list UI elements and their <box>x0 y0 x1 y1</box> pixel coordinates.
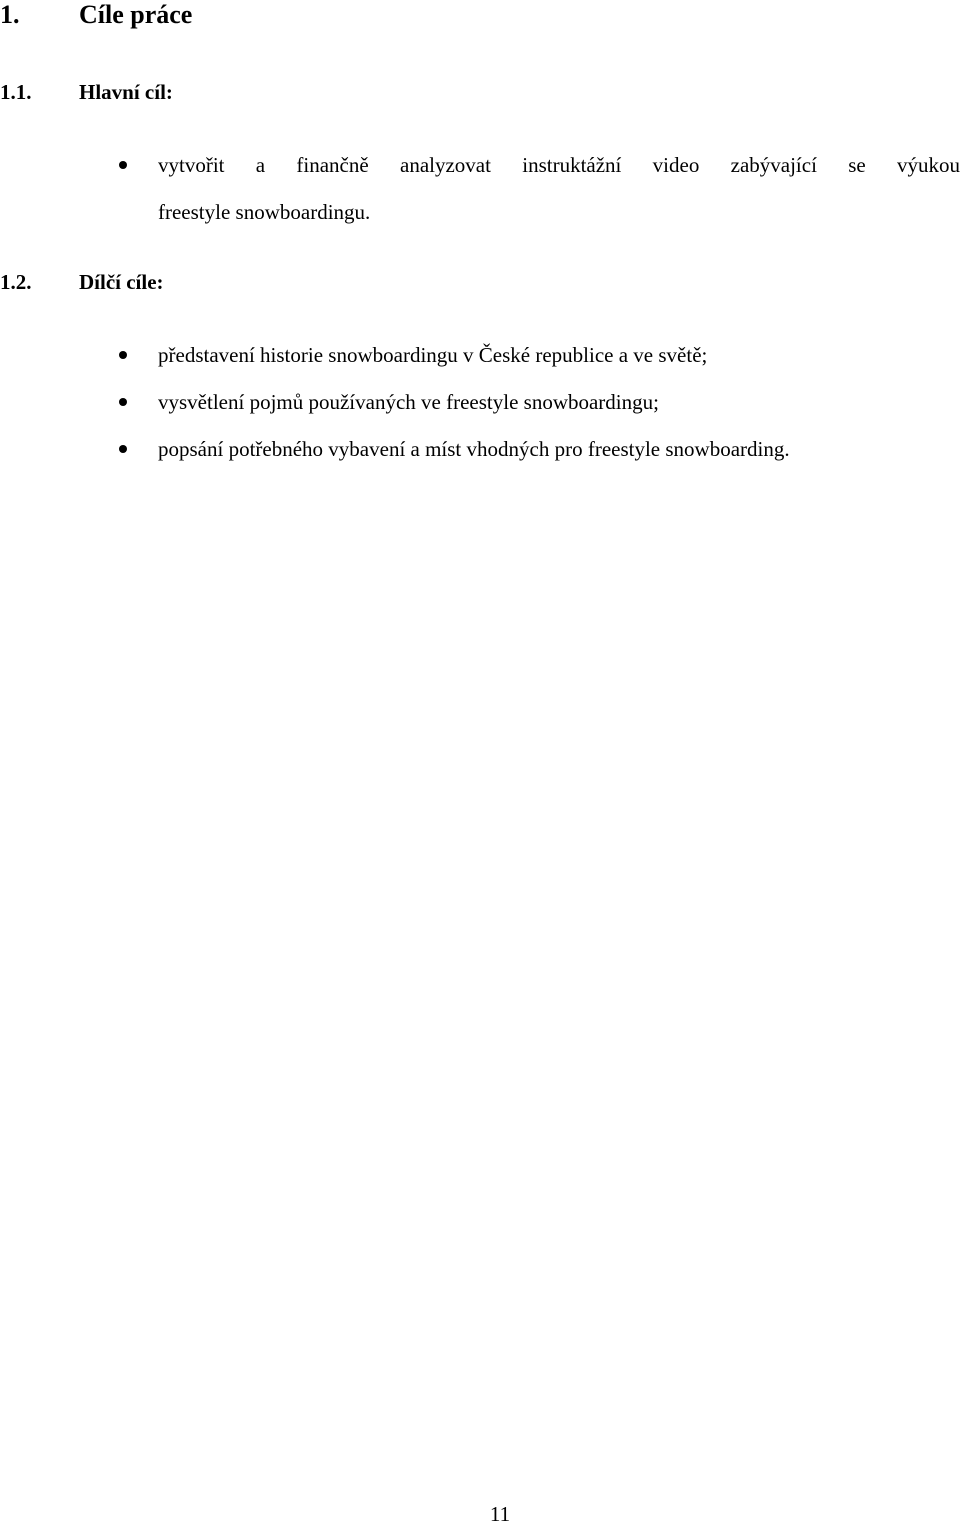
page-number: 11 <box>489 1502 511 1526</box>
list-item-text: vytvořit a finančně analyzovat instruktážní video zabývající se výukou <box>158 153 960 177</box>
section-number: 1.1. <box>0 80 32 104</box>
bullet-icon <box>119 161 127 169</box>
list-item-text: představení historie snowboardingu v České republice a ve světě; <box>158 343 708 367</box>
list-item-text: popsání potřebného vybavení a míst vhodných pro freestyle snowboarding. <box>158 437 790 461</box>
chapter-number: 1. <box>0 0 20 29</box>
section-title: Hlavní cíl: <box>79 80 173 104</box>
bullet-icon <box>119 351 127 359</box>
chapter-heading <box>0 0 192 32</box>
list-item-text: vysvětlení pojmů používaných ve freestyle snowboardingu; <box>158 390 659 414</box>
section-heading-partial-goals <box>0 268 164 296</box>
chapter-title: Cíle práce <box>79 0 193 29</box>
section-number: 1.2. <box>0 270 32 294</box>
bullet-icon <box>119 445 127 453</box>
section-heading-main-goal <box>0 78 173 106</box>
section-title: Dílčí cíle: <box>79 270 164 294</box>
bullet-icon <box>119 398 127 406</box>
list-item-continuation: freestyle snowboardingu. <box>158 200 371 224</box>
